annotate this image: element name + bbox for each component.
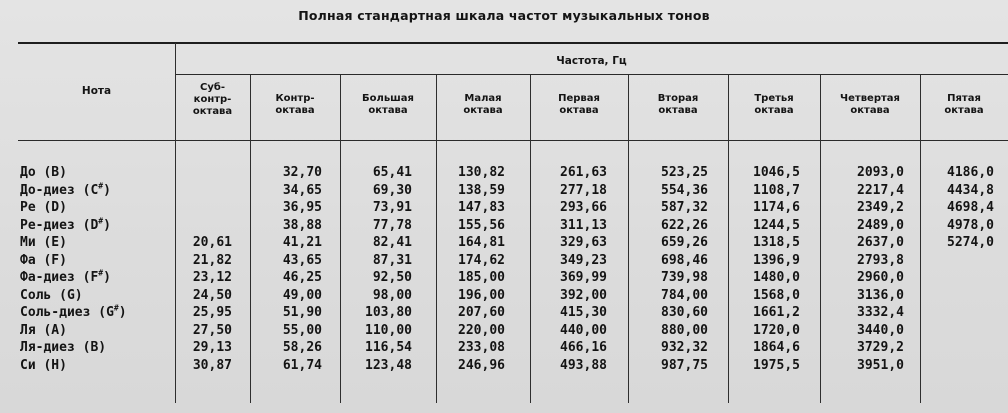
frequency-value: 4434,8	[947, 182, 994, 198]
frequency-value: 440,00	[560, 322, 607, 338]
frequency-value: 659,26	[661, 235, 708, 250]
frequency-value: 5274,0	[947, 235, 994, 250]
frequency-value: 110,00	[365, 322, 412, 338]
frequency-value: 130,82	[458, 165, 505, 180]
frequency-value: 392,00	[560, 287, 607, 303]
octave-header: Большая октава	[362, 93, 414, 116]
note-name: Ля (A)	[20, 322, 67, 338]
frequency-value: 2093,0	[857, 165, 904, 180]
frequency-value: 415,30	[560, 305, 607, 320]
frequency-value: 932,32	[661, 340, 708, 355]
frequency-value: 41,21	[282, 235, 322, 250]
table-row	[0, 182, 1008, 199]
sharp-sign: #	[113, 303, 119, 313]
frequency-value: 147,83	[458, 200, 505, 215]
frequency-value: 246,96	[458, 357, 505, 373]
frequency-value: 1318,5	[753, 235, 800, 250]
table-title: Полная стандартная шкала частот музыкальных тонов	[298, 8, 710, 23]
frequency-value: 174,62	[458, 252, 505, 268]
note-name: До (B)	[20, 165, 67, 180]
frequency-value: 277,18	[560, 182, 607, 198]
table-row	[0, 357, 1008, 374]
frequency-value: 116,54	[365, 340, 412, 355]
frequency-value: 87,31	[372, 252, 412, 268]
frequency-value: 2960,0	[857, 270, 904, 285]
frequency-header-rule	[175, 74, 1008, 75]
table-row	[0, 269, 1008, 286]
note-name: До-диез (C#)	[20, 181, 111, 198]
frequency-value: 164,81	[458, 235, 505, 250]
frequency-value: 34,65	[282, 182, 322, 198]
frequency-value: 98,00	[372, 287, 412, 303]
frequency-value: 523,25	[661, 165, 708, 180]
octave-header: Малая октава	[463, 93, 503, 116]
table-row	[0, 304, 1008, 321]
frequency-value: 103,80	[365, 305, 412, 320]
octave-header: Пятая октава	[944, 93, 984, 116]
table-row	[0, 322, 1008, 339]
frequency-value: 123,48	[365, 357, 412, 373]
frequency-value: 2793,8	[857, 252, 904, 268]
frequency-value: 20,61	[192, 235, 232, 250]
frequency-value: 55,00	[282, 322, 322, 338]
frequency-value: 880,00	[661, 322, 708, 338]
frequency-value: 3136,0	[857, 287, 904, 303]
frequency-value: 92,50	[372, 270, 412, 285]
note-name: Си (H)	[20, 357, 67, 373]
frequency-value: 77,78	[372, 217, 412, 233]
frequency-value: 311,13	[560, 217, 607, 233]
frequency-value: 32,70	[282, 165, 322, 180]
table-row	[0, 287, 1008, 304]
frequency-value: 155,56	[458, 217, 505, 233]
frequency-value: 4186,0	[947, 165, 994, 180]
frequency-value: 23,12	[192, 270, 232, 285]
frequency-value: 1661,2	[753, 305, 800, 320]
frequency-value: 3951,0	[857, 357, 904, 373]
frequency-value: 784,00	[661, 287, 708, 303]
octave-header: Суб- контр- октава	[192, 82, 233, 117]
frequency-value: 36,95	[282, 200, 322, 215]
note-name: Соль (G)	[20, 287, 83, 303]
frequency-value: 622,26	[661, 217, 708, 233]
frequency-value: 3729,2	[857, 340, 904, 355]
frequency-value: 58,26	[282, 340, 322, 355]
frequency-value: 73,91	[372, 200, 412, 215]
frequency-value: 1046,5	[753, 165, 800, 180]
frequency-value: 61,74	[282, 357, 322, 373]
frequency-value: 2489,0	[857, 217, 904, 233]
frequency-value: 2637,0	[857, 235, 904, 250]
note-name: Фа (F)	[20, 252, 67, 268]
sharp-sign: #	[98, 268, 104, 278]
frequency-value: 38,88	[282, 217, 322, 233]
frequency-value: 830,60	[661, 305, 708, 320]
frequency-value: 25,95	[192, 305, 232, 320]
frequency-value: 82,41	[372, 235, 412, 250]
frequency-value: 698,46	[661, 252, 708, 268]
frequency-value: 329,63	[560, 235, 607, 250]
frequency-value: 4978,0	[947, 217, 994, 233]
table-row	[0, 199, 1008, 216]
frequency-value: 29,13	[192, 340, 232, 355]
frequency-value: 1480,0	[753, 270, 800, 285]
frequency-value: 1975,5	[753, 357, 800, 373]
frequency-value: 27,50	[192, 322, 232, 338]
frequency-value: 554,36	[661, 182, 708, 198]
note-column-header: Нота	[81, 85, 112, 97]
note-name: Ре-диез (D#)	[20, 216, 111, 233]
frequency-value: 349,23	[560, 252, 607, 268]
frequency-value: 185,00	[458, 270, 505, 285]
frequency-value: 24,50	[192, 287, 232, 303]
frequency-value: 49,00	[282, 287, 322, 303]
table-top-rule	[18, 42, 1008, 44]
octave-header: Первая октава	[558, 93, 600, 116]
table-row	[0, 164, 1008, 181]
frequency-value: 1864,6	[753, 340, 800, 355]
frequency-value: 2349,2	[857, 200, 904, 215]
note-name: Ми (E)	[20, 235, 67, 250]
frequency-value: 207,60	[458, 305, 505, 320]
frequency-value: 1244,5	[753, 217, 800, 233]
frequency-value: 293,66	[560, 200, 607, 215]
frequency-value: 43,65	[282, 252, 322, 268]
frequency-value: 739,98	[661, 270, 708, 285]
frequency-value: 493,88	[560, 357, 607, 373]
frequency-value: 1720,0	[753, 322, 800, 338]
frequency-value: 220,00	[458, 322, 505, 338]
frequency-value: 46,25	[282, 270, 322, 285]
octave-header: Контр- октава	[275, 93, 315, 116]
note-name: Фа-диез (F#)	[20, 268, 111, 285]
frequency-value: 587,32	[661, 200, 708, 215]
table-row	[0, 234, 1008, 251]
frequency-value: 51,90	[282, 305, 322, 320]
table-row	[0, 217, 1008, 234]
table-row	[0, 339, 1008, 356]
frequency-value: 2217,4	[857, 182, 904, 198]
frequency-value: 3440,0	[857, 322, 904, 338]
frequency-value: 233,08	[458, 340, 505, 355]
frequency-header: Частота, Гц	[556, 55, 627, 67]
frequency-value: 65,41	[372, 165, 412, 180]
frequency-value: 261,63	[560, 165, 607, 180]
frequency-value: 69,30	[372, 182, 412, 198]
frequency-value: 1396,9	[753, 252, 800, 268]
frequency-value: 30,87	[192, 357, 232, 373]
sharp-sign: #	[98, 216, 104, 226]
note-name: Ля-диез (B)	[20, 340, 107, 355]
frequency-value: 196,00	[458, 287, 505, 303]
frequency-value: 1108,7	[753, 182, 800, 198]
note-name: Ре (D)	[20, 200, 67, 215]
frequency-value: 4698,4	[947, 200, 994, 215]
frequency-value: 369,99	[560, 270, 607, 285]
frequency-value: 466,16	[560, 340, 607, 355]
note-name: Соль-диез (G#)	[20, 303, 127, 320]
frequency-value: 1174,6	[753, 200, 800, 215]
octave-header: Третья октава	[754, 93, 794, 116]
table-row	[0, 252, 1008, 269]
octave-header: Вторая октава	[657, 93, 699, 116]
octave-header: Четвертая октава	[840, 93, 900, 116]
sharp-sign: #	[98, 181, 104, 191]
frequency-value: 21,82	[192, 252, 232, 268]
frequency-value: 987,75	[661, 357, 708, 373]
frequency-value: 138,59	[458, 182, 505, 198]
frequency-value: 3332,4	[857, 305, 904, 320]
header-bottom-rule	[18, 140, 1008, 141]
frequency-value: 1568,0	[753, 287, 800, 303]
